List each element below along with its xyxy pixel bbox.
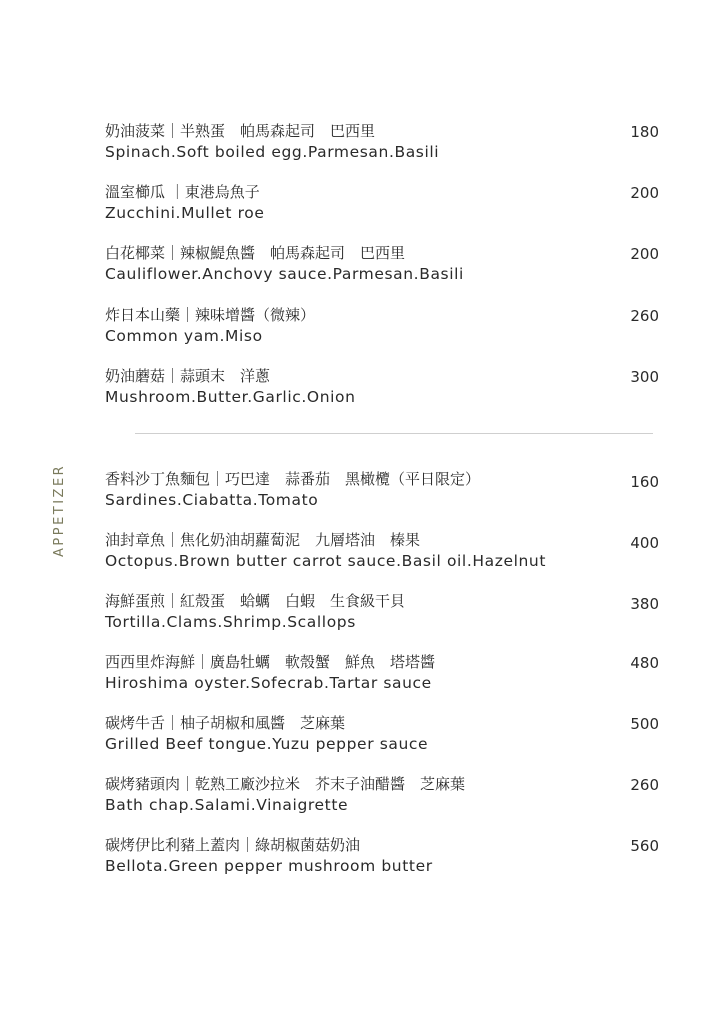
menu-item (105, 774, 665, 822)
item-name-zh: 碳烤牛舌｜柚子胡椒和風醬 芝麻葉 (105, 714, 346, 732)
section-label: APPETIZER (52, 463, 67, 557)
item-name-zh: 白花椰菜｜辣椒鯷魚醬 帕馬森起司 巴西里 (105, 244, 406, 262)
menu-item (105, 243, 665, 291)
item-price: 180 (630, 123, 659, 141)
item-name-en: Common yam.Miso (105, 327, 263, 345)
menu-item (105, 652, 665, 700)
item-price: 560 (630, 837, 659, 855)
item-name-en: Cauliflower.Anchovy sauce.Parmesan.Basili (105, 265, 464, 283)
section-divider (135, 433, 653, 434)
item-name-en: Spinach.Soft boiled egg.Parmesan.Basili (105, 143, 440, 161)
item-price: 200 (630, 245, 659, 263)
item-name-zh: 西西里炸海鮮｜廣島牡蠣 軟殼蟹 鮮魚 塔塔醬 (105, 653, 436, 671)
item-name-zh: 香料沙丁魚麵包｜巧巴達 蒜番茄 黑橄欖（平日限定） (105, 470, 481, 488)
item-price: 300 (630, 368, 659, 386)
item-name-en: Grilled Beef tongue.Yuzu pepper sauce (105, 735, 429, 753)
item-price: 260 (630, 307, 659, 325)
menu-item (105, 366, 665, 414)
item-price: 380 (630, 595, 659, 613)
item-name-zh: 海鮮蛋煎｜紅殼蛋 蛤蠣 白蝦 生食級干貝 (105, 592, 406, 610)
item-name-en: Hiroshima oyster.Sofecrab.Tartar sauce (105, 674, 432, 692)
item-name-en: Bath chap.Salami.Vinaigrette (105, 796, 349, 814)
item-name-en: Mushroom.Butter.Garlic.Onion (105, 388, 356, 406)
item-name-zh: 碳烤伊比利豬上蓋肉｜綠胡椒菌菇奶油 (105, 836, 361, 854)
item-name-zh: 奶油蘑菇｜蒜頭末 洋蔥 (105, 367, 271, 385)
menu-item (105, 591, 665, 639)
menu-item (105, 182, 665, 230)
item-price: 200 (630, 184, 659, 202)
menu-item (105, 713, 665, 761)
menu-item (105, 835, 665, 883)
item-name-zh: 碳烤豬頭肉｜乾熟工廠沙拉米 芥末子油醋醬 芝麻葉 (105, 775, 466, 793)
item-name-zh: 炸日本山藥｜辣味增醬（微辣） (105, 306, 316, 324)
menu-item (105, 469, 665, 517)
item-name-zh: 油封章魚｜焦化奶油胡蘿蔔泥 九層塔油 榛果 (105, 531, 421, 549)
item-name-zh: 溫室櫛瓜 ｜東港烏魚子 (105, 183, 260, 201)
item-price: 500 (630, 715, 659, 733)
item-name-en: Tortilla.Clams.Shrimp.Scallops (105, 613, 356, 631)
item-price: 480 (630, 654, 659, 672)
menu-item (105, 305, 665, 353)
item-price: 160 (630, 473, 659, 491)
item-name-en: Bellota.Green pepper mushroom butter (105, 857, 433, 875)
item-name-en: Sardines.Ciabatta.Tomato (105, 491, 319, 509)
item-name-zh: 奶油菠菜｜半熟蛋 帕馬森起司 巴西里 (105, 122, 376, 140)
item-name-en: Octopus.Brown butter carrot sauce.Basil oil.Hazelnut (105, 552, 547, 570)
menu-item (105, 121, 665, 169)
menu-item (105, 530, 665, 578)
item-price: 260 (630, 776, 659, 794)
item-price: 400 (630, 534, 659, 552)
item-name-en: Zucchini.Mullet roe (105, 204, 265, 222)
